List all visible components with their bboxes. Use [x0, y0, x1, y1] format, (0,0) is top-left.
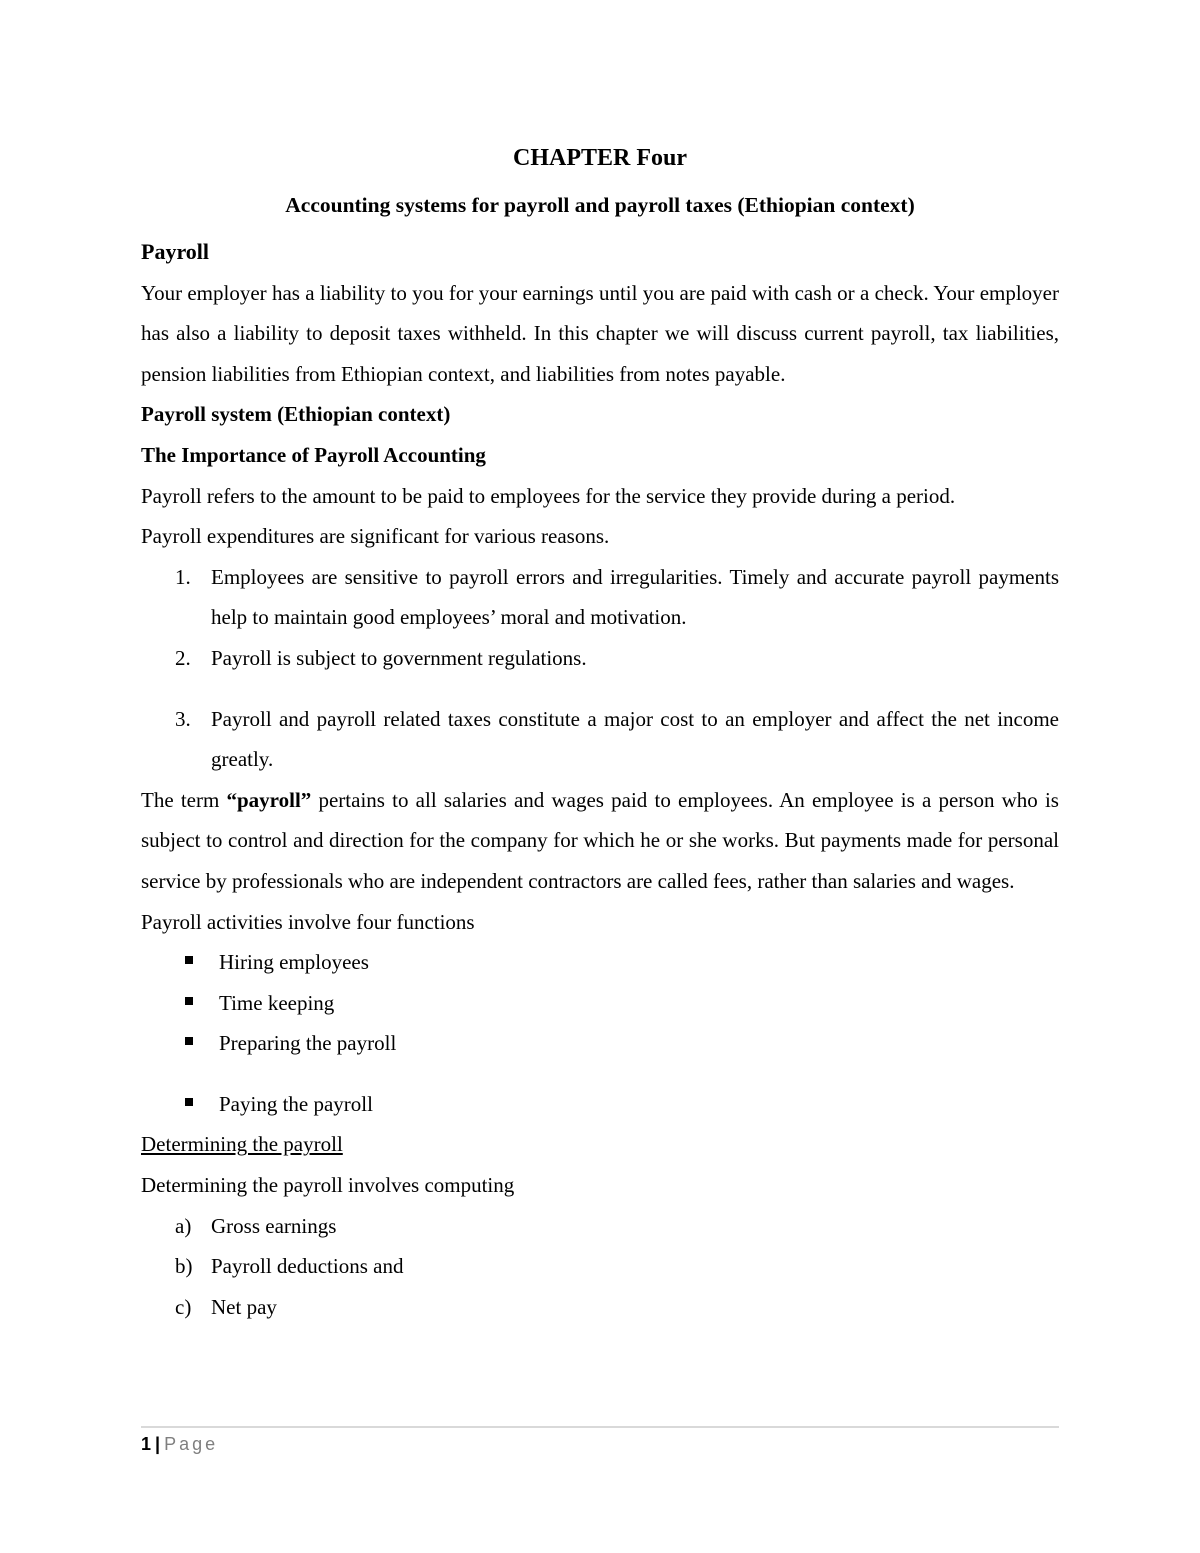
term-paragraph-rest: pertains to all salaries and wages paid to employees. An employee is a person who is subject to control and direction for the company for which he or she works. But payments made for personal service by professionals who are independent contractors are called fees, rather than salaries and wages.: [141, 787, 1059, 893]
list-item: [141, 1023, 1059, 1064]
intro-paragraph: Your employer has a liability to you for your earnings until you are paid with cash or a check. Your employer has also a liability to deposit taxes withheld. In this chapter we will discuss current payroll, tax liabilities, pension liabilities from Ethiopian context, and liabilities from notes payable.: [141, 280, 1059, 386]
list-item: [141, 1287, 1059, 1328]
heading-determining-payroll: Determining the payroll: [141, 1132, 343, 1157]
list-item-text: Hiring employees: [219, 950, 369, 975]
list-item-text: Payroll deductions and: [211, 1254, 404, 1279]
page-footer: [141, 1432, 218, 1456]
list-marker: 3.: [175, 706, 191, 731]
document-body: [141, 232, 1059, 1327]
list-item: [141, 1246, 1059, 1287]
list-marker: 2.: [175, 645, 191, 670]
term-payroll: “payroll”: [226, 787, 312, 812]
page-label: Page: [164, 1434, 219, 1454]
list-item-text: Gross earnings: [211, 1213, 337, 1238]
heading-payroll: Payroll: [141, 239, 210, 264]
heading-payroll-system: Payroll system (Ethiopian context): [141, 402, 451, 427]
chapter-title: CHAPTER Four: [513, 145, 687, 171]
heading-importance: The Importance of Payroll Accounting: [141, 442, 486, 467]
footer-divider: [141, 1426, 1059, 1428]
square-bullet-icon: [185, 956, 193, 964]
reasons-list: [141, 557, 1059, 780]
document-page: [141, 0, 1059, 1553]
square-bullet-icon: [185, 1098, 193, 1106]
chapter-subtitle: Accounting systems for payroll and payroll taxes (Ethiopian context): [285, 193, 915, 217]
list-item: [141, 557, 1059, 638]
functions-intro: Payroll activities involve four functions: [141, 909, 475, 934]
list-item-text: Net pay: [211, 1294, 277, 1319]
footer-separator: |: [155, 1434, 161, 1454]
square-bullet-icon: [185, 997, 193, 1005]
list-item: [141, 942, 1059, 983]
term-paragraph-start: The term: [141, 787, 227, 812]
term-paragraph: [141, 780, 1059, 902]
list-marker: c): [175, 1294, 192, 1319]
determining-intro: Determining the payroll involves computing: [141, 1173, 515, 1198]
importance-paragraph-line-2: Payroll expenditures are significant for various reasons.: [141, 524, 610, 549]
list-item-text: Time keeping: [219, 990, 335, 1015]
list-item: [141, 1206, 1059, 1247]
functions-list: [141, 942, 1059, 1124]
list-item: [141, 983, 1059, 1024]
list-marker: b): [175, 1254, 193, 1279]
list-item: [141, 638, 1059, 679]
list-item-text: Employees are sensitive to payroll errors and irregularities. Timely and accurate payroll payments help to maintain good employees’ moral and motivation.: [211, 564, 1059, 630]
list-item-text: Paying the payroll: [219, 1091, 373, 1116]
list-item-text: Preparing the payroll: [219, 1031, 397, 1056]
page-number: 1: [141, 1434, 152, 1454]
square-bullet-icon: [185, 1037, 193, 1045]
computations-list: [141, 1206, 1059, 1328]
list-item: [141, 1084, 1059, 1125]
list-item: [141, 699, 1059, 780]
list-marker: 1.: [175, 564, 191, 589]
list-item-text: Payroll and payroll related taxes constitute a major cost to an employer and affect the net income greatly.: [211, 706, 1059, 772]
list-item-text: Payroll is subject to government regulations.: [211, 645, 587, 670]
list-marker: a): [175, 1213, 192, 1238]
importance-paragraph-line-1: Payroll refers to the amount to be paid to employees for the service they provide during a period.: [141, 483, 956, 508]
